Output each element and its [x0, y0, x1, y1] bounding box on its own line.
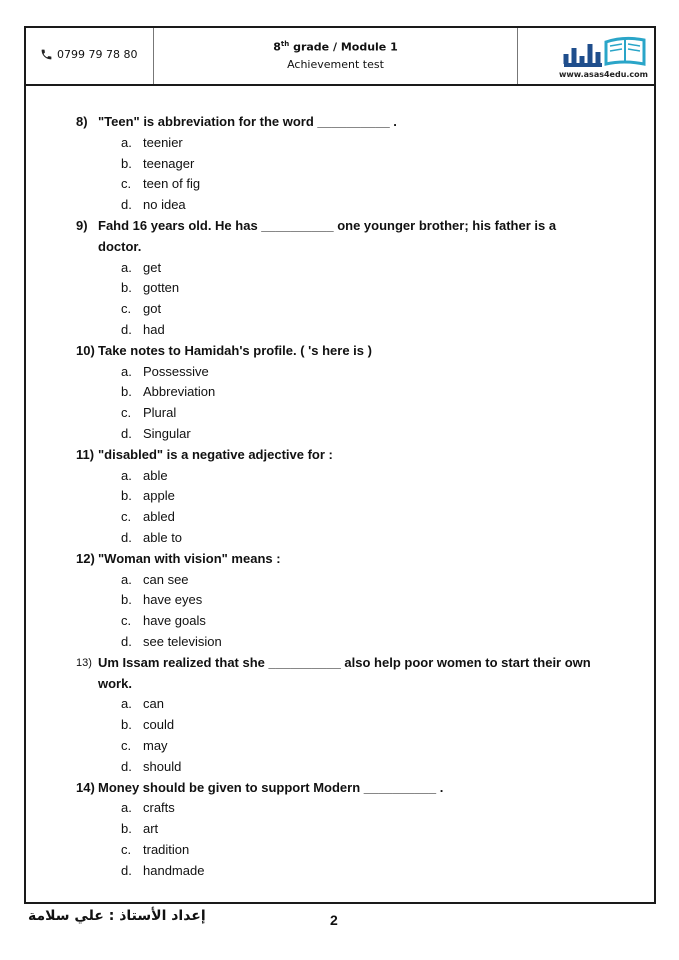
option-text: may: [143, 737, 168, 753]
option-text: could: [143, 717, 175, 733]
option-text: teen of fig: [143, 176, 201, 192]
option-letter: a.: [121, 800, 132, 816]
answer-option: [76, 590, 596, 611]
option-letter: a.: [121, 134, 132, 150]
option-letter: c.: [121, 176, 132, 192]
grade-module: grade / Module 1: [289, 40, 398, 54]
question-number: 8): [76, 114, 88, 129]
option-text: get: [143, 259, 162, 275]
option-letter: d.: [121, 529, 132, 545]
question: [76, 653, 596, 695]
answer-option: [76, 195, 596, 216]
option-letter: c.: [121, 841, 132, 857]
answer-option: [76, 715, 596, 736]
option-text: can: [143, 696, 164, 712]
question-text: Take notes to Hamidah's profile. ( 's here is ): [98, 342, 372, 358]
option-letter: c.: [121, 405, 132, 421]
question-text: Fahd 16 years old. He has __________ one younger brother; his father is a doctor.: [98, 217, 557, 254]
phone-number: 0799 79 78 80: [57, 48, 138, 61]
logo-cell: [518, 28, 654, 84]
option-letter: b.: [121, 280, 132, 296]
answer-option: [76, 320, 596, 341]
answer-option: [76, 861, 596, 882]
option-letter: b.: [121, 488, 132, 504]
option-text: had: [143, 321, 165, 337]
answer-option: [76, 466, 596, 487]
option-text: crafts: [143, 800, 175, 816]
questions-list: [76, 112, 596, 881]
answer-option: [76, 133, 596, 154]
logo-url: www.asas4edu.com: [558, 70, 648, 79]
question-number: 10): [76, 342, 95, 358]
option-text: handmade: [143, 862, 205, 878]
option-letter: d.: [121, 862, 132, 878]
question: [76, 216, 596, 258]
question-text: "disabled" is a negative adjective for :: [98, 446, 333, 462]
grade-suffix: th: [280, 40, 290, 48]
option-text: able: [143, 467, 168, 483]
option-text: got: [143, 301, 162, 317]
option-text: Singular: [143, 425, 191, 441]
option-letter: b.: [121, 155, 132, 171]
option-letter: c.: [121, 737, 132, 753]
answer-option: [76, 258, 596, 279]
option-letter: d.: [121, 321, 132, 337]
answer-option: [76, 299, 596, 320]
option-letter: a.: [121, 467, 132, 483]
answer-option: [76, 382, 596, 403]
option-text: Abbreviation: [143, 384, 216, 400]
option-text: abled: [143, 509, 175, 525]
question: [76, 112, 596, 133]
answer-option: [76, 528, 596, 549]
answer-option: [76, 840, 596, 861]
option-text: art: [143, 821, 159, 837]
question-number: 14): [76, 779, 95, 795]
question: [76, 445, 596, 466]
answer-option: [76, 362, 596, 383]
option-text: Plural: [143, 405, 177, 421]
answer-option: [76, 694, 596, 715]
option-text: teenager: [143, 155, 195, 171]
answer-option: [76, 486, 596, 507]
grade-title: [154, 40, 517, 54]
option-letter: c.: [121, 509, 132, 525]
question-text: Um Issam realized that she __________ also help poor women to start their own work.: [98, 654, 591, 691]
answer-option: [76, 798, 596, 819]
option-text: able to: [143, 529, 183, 545]
option-text: tradition: [143, 841, 190, 857]
option-text: apple: [143, 488, 175, 504]
answer-option: [76, 278, 596, 299]
answer-option: [76, 424, 596, 445]
option-text: gotten: [143, 280, 180, 296]
option-letter: d.: [121, 758, 132, 774]
option-letter: c.: [121, 613, 132, 629]
answer-option: [76, 403, 596, 424]
page-header: [26, 28, 654, 86]
option-letter: b.: [121, 821, 132, 837]
option-letter: c.: [121, 301, 132, 317]
option-letter: d.: [121, 425, 132, 441]
option-text: should: [143, 758, 182, 774]
option-text: teenier: [143, 134, 183, 150]
question-number: 13): [76, 656, 92, 669]
asas-logo-icon: [562, 34, 648, 68]
question-text: "Woman with vision" means :: [98, 550, 281, 566]
title-cell: [154, 28, 518, 84]
option-letter: b.: [121, 384, 132, 400]
option-letter: d.: [121, 633, 132, 649]
option-letter: b.: [121, 717, 132, 733]
answer-option: [76, 570, 596, 591]
grade-number: 8: [273, 40, 281, 54]
option-text: no idea: [143, 197, 186, 213]
answer-option: [76, 174, 596, 195]
phone-icon: [40, 48, 53, 61]
page-number: 2: [330, 912, 338, 928]
answer-option: [76, 611, 596, 632]
answer-option: [76, 507, 596, 528]
question-number: 12): [76, 550, 95, 566]
option-text: see television: [143, 633, 222, 649]
answer-option: [76, 757, 596, 778]
option-text: have goals: [143, 613, 206, 629]
question: [76, 778, 596, 799]
question-number: 11): [76, 446, 95, 462]
answer-option: [76, 154, 596, 175]
question-text: "Teen" is abbreviation for the word __________ .: [98, 114, 397, 129]
option-text: Possessive: [143, 363, 209, 379]
option-letter: b.: [121, 592, 132, 608]
author-credit: إعداد الأستاذ : علي سلامة: [28, 908, 206, 924]
option-letter: a.: [121, 696, 132, 712]
option-letter: a.: [121, 571, 132, 587]
answer-option: [76, 736, 596, 757]
option-text: can see: [143, 571, 189, 587]
question: [76, 341, 596, 362]
question-text: Money should be given to support Modern __________ .: [98, 779, 444, 795]
question-number: 9): [76, 217, 88, 233]
option-text: have eyes: [143, 592, 203, 608]
question: [76, 549, 596, 570]
option-letter: a.: [121, 363, 132, 379]
option-letter: d.: [121, 197, 132, 213]
answer-option: [76, 632, 596, 653]
test-subtitle: Achievement test: [287, 57, 384, 71]
option-letter: a.: [121, 259, 132, 275]
answer-option: [76, 819, 596, 840]
phone-cell: [26, 28, 154, 84]
